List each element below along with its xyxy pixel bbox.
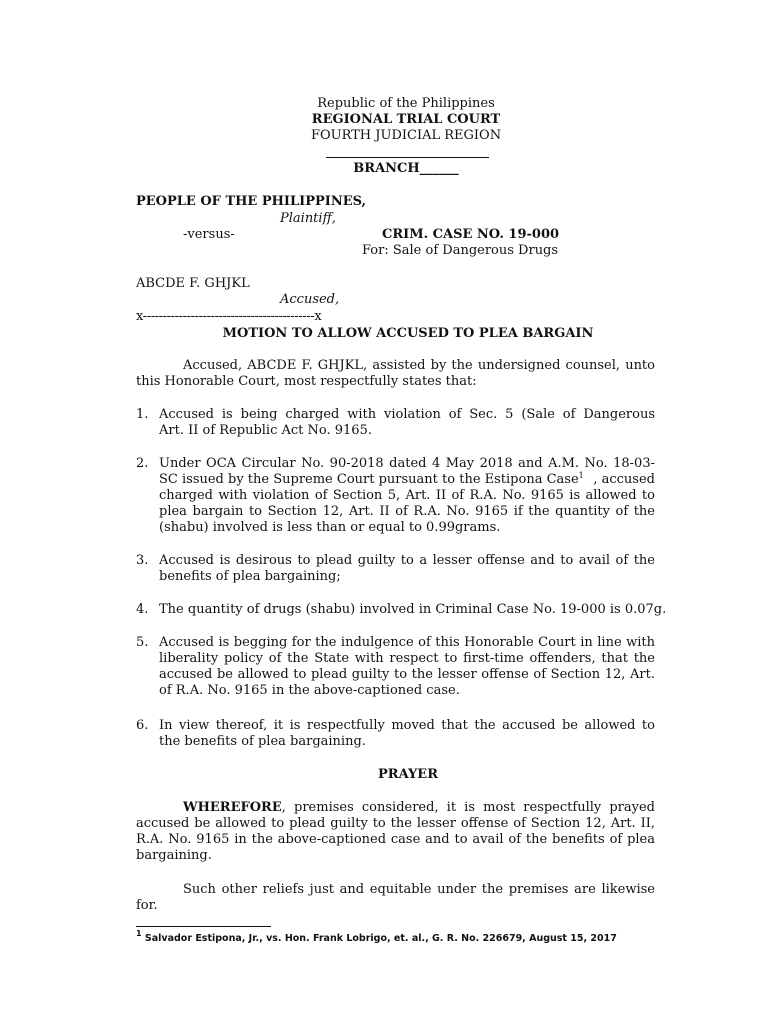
- item-2-line-2-text: SC issued by the Supreme Court pursuant to the Estipona Case: [159, 472, 579, 487]
- plaintiff-role: Plaintiff,: [280, 211, 336, 226]
- item-4-line-1: The quantity of drugs (shabu) involved in Criminal Case No. 19-000 is 0.07g.: [159, 602, 667, 617]
- item-4-number: 4.: [136, 602, 149, 617]
- item-2-line-2-accused: accused: [601, 472, 655, 487]
- prayer-heading: PRAYER: [377, 767, 438, 782]
- prayer-p1-line-2: accused be allowed to plead guilty to the lesser offense of Section 12, Art. II,: [136, 816, 655, 831]
- accused-name: ABCDE F. GHJKL: [136, 276, 250, 291]
- intro-line-2: this Honorable Court, most respectfully states that:: [136, 374, 477, 389]
- item-2-line-1: Under OCA Circular No. 90-2018 dated 4 May 2018 and A.M. No. 18-03-: [159, 456, 655, 471]
- item-2-line-3: charged with violation of Section 5, Art. II of R.A. No. 9165 is allowed to: [159, 488, 655, 503]
- motion-title: MOTION TO ALLOW ACCUSED TO PLEA BARGAIN: [222, 326, 594, 341]
- judicial-region: FOURTH JUDICIAL REGION: [310, 128, 502, 143]
- item-3-line-2: benefits of plea bargaining;: [159, 569, 341, 584]
- prayer-p1-line-1-rest: , premises considered, it is most respectfully prayed: [281, 800, 655, 815]
- item-2-line-4: plea bargain to Section 12, Art. II of R.A. No. 9165 if the quantity of the: [159, 504, 655, 519]
- prayer-p1-line-3: R.A. No. 9165 in the above-captioned case and to avail of the benefits of plea: [136, 832, 655, 847]
- versus-label: -versus-: [183, 227, 235, 242]
- item-5-line-2: liberality policy of the State with respect to first-time offenders, that the: [159, 651, 655, 666]
- item-2-line-2: [159, 472, 655, 488]
- prayer-p2-line-1: Such other reliefs just and equitable under the premises are likewise: [183, 882, 655, 897]
- prayer-p2-line-2: for.: [136, 898, 158, 913]
- case-nature: For: Sale of Dangerous Drugs: [362, 243, 559, 258]
- item-5-line-1: Accused is begging for the indulgence of this Honorable Court in line with: [159, 635, 655, 650]
- caption-separator: x-------------------------------------------x: [136, 309, 322, 324]
- item-2-line-5: (shabu) involved is less than or equal to 0.99grams.: [159, 520, 501, 535]
- republic-line: Republic of the Philippines: [317, 96, 495, 111]
- plaintiff-party: PEOPLE OF THE PHILIPPINES,: [136, 194, 367, 209]
- footnote-text: Salvador Estipona, Jr., vs. Hon. Frank Lobrigo, et. al., G. R. No. 226679, August 15, 2017: [141, 933, 617, 944]
- item-2-line-2-end: , accused: [593, 472, 655, 487]
- item-6-line-2: the benefits of plea bargaining.: [159, 734, 366, 749]
- footnote-mark: 1: [136, 929, 142, 938]
- intro-line-1: Accused, ABCDE F. GHJKL, assisted by the undersigned counsel, unto: [183, 358, 655, 373]
- item-3-number: 3.: [136, 553, 149, 568]
- item-1-line-2: Art. II of Republic Act No. 9165.: [159, 423, 372, 438]
- item-5-line-3: accused be allowed to plead guilty to the lesser offense of Section 12, Art.: [159, 667, 655, 682]
- footnote-ref-1: 1: [578, 471, 584, 480]
- wherefore-word: WHEREFORE: [183, 800, 282, 815]
- item-6-line-1: In view thereof, it is respectfully moved that the accused be allowed to: [159, 718, 655, 733]
- item-6-number: 6.: [136, 718, 149, 733]
- court-name: REGIONAL TRIAL COURT: [311, 112, 501, 127]
- item-5-number: 5.: [136, 635, 149, 650]
- branch-line: BRANCH______: [353, 161, 459, 176]
- accused-role: Accused,: [280, 292, 340, 307]
- branch-blank-line: [326, 157, 489, 158]
- item-1-line-1: Accused is being charged with violation of Sec. 5 (Sale of Dangerous: [159, 407, 655, 422]
- item-3-line-1: Accused is desirous to plead guilty to a lesser offense and to avail of the: [159, 553, 655, 568]
- prayer-p1-line-4: bargaining.: [136, 848, 212, 863]
- footnote: [136, 929, 617, 946]
- item-2-number: 2.: [136, 456, 149, 471]
- item-1-number: 1.: [136, 407, 149, 422]
- case-number: CRIM. CASE NO. 19-000: [382, 227, 560, 242]
- item-5-line-4: of R.A. No. 9165 in the above-captioned case.: [159, 683, 460, 698]
- footnote-rule: [136, 926, 271, 927]
- prayer-p1-line-1: [183, 800, 655, 816]
